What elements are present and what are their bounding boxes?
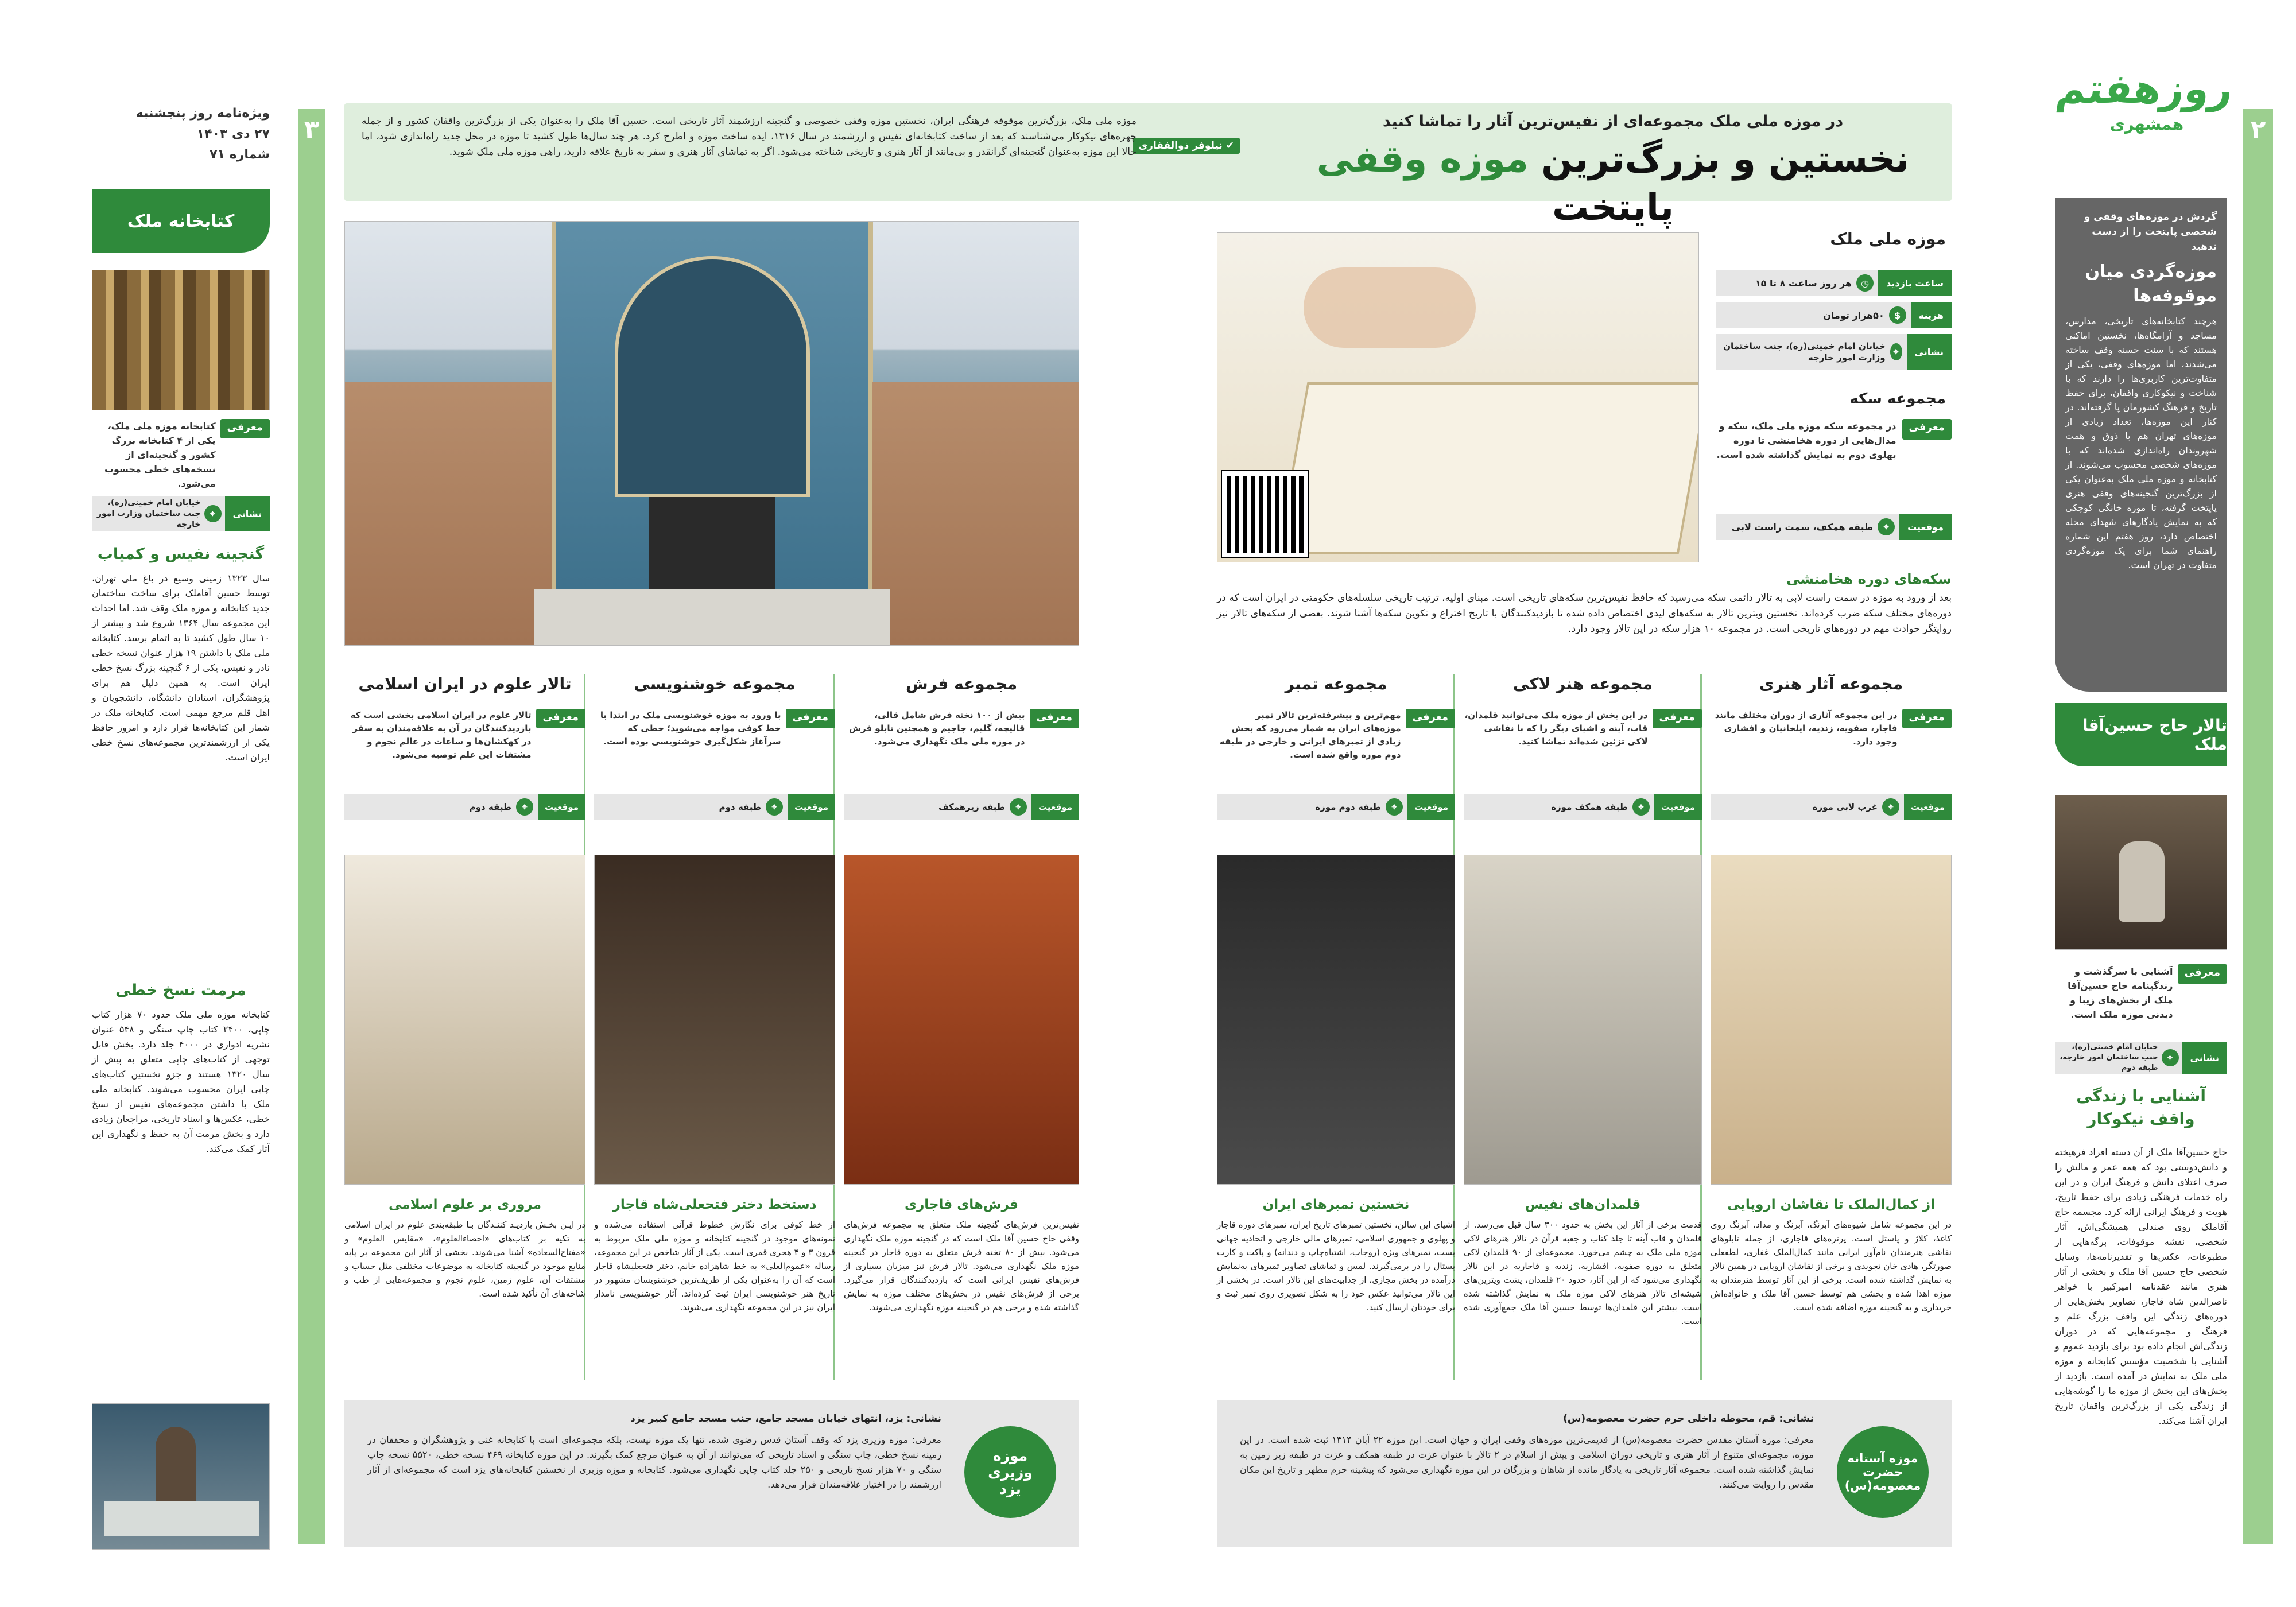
collection-intro-row	[1217, 709, 1455, 789]
clock-icon: ◷	[1856, 274, 1874, 292]
location-pin-icon: ⌖	[204, 505, 222, 522]
qom-address: نشانی: قم، محوطه داخلی حرم حضرت معصومه(س)	[1563, 1413, 1814, 1424]
collection-loc-label: موقعیت	[1904, 794, 1952, 820]
author-name: نیلوفر ذوالفقاری	[1138, 140, 1223, 152]
author-badge	[1133, 138, 1240, 154]
library-address-row	[92, 496, 270, 531]
yazd-badge-text: موزه وزیری یزد	[988, 1447, 1033, 1497]
right-page-number	[2243, 109, 2273, 1544]
yazd-box	[344, 1400, 1079, 1547]
location-pin-icon: ⌖	[1882, 798, 1899, 816]
hall-intro-row	[2055, 964, 2227, 1022]
collection-loc-label: موقعیت	[1031, 794, 1079, 820]
collection-intro-row	[1464, 709, 1702, 789]
money-icon: $	[1889, 306, 1906, 324]
collection-loc-label: موقعیت	[538, 794, 585, 820]
collection-loc-row	[1711, 794, 1952, 820]
collection-loc-row	[344, 794, 585, 820]
cost-value: ۵۰هزار تومان	[1823, 309, 1884, 321]
coin-loc-value: طبقه همکف، سمت راست لابی	[1731, 521, 1874, 533]
collection-intro-text: در این بخش از موزه ملک می‌توانید قلمدان، قاب، آینه و اشیای دیگر را که با نقاشی لاکی تزئین شده‌اند تماشا کنید.	[1464, 710, 1648, 747]
collection-loc-row	[1217, 794, 1455, 820]
hall-intro-label: معرفی	[2178, 964, 2228, 984]
sidebar-intro-text: گردش در موزه‌های وقفی و شخصی پایتخت را از دست ندهید	[2084, 211, 2217, 253]
collection-title: تالار علوم در ایران اسلامی	[358, 674, 572, 693]
collection-column	[1711, 674, 1952, 1380]
collection-intro-label: معرفی	[1030, 709, 1080, 728]
collection-intro-text: با ورود به موزه خوشنویسی ملک در ابتدا با خط کوفی مواجه می‌شوید؛ خطی که سرآغاز شکل‌گیری خوشنویسی بوده است.	[600, 710, 781, 747]
headline-kicker: در موزه ملی ملک مجموعه‌ای از نفیس‌ترین آثار را تماشا کنید	[1382, 112, 1844, 130]
collection-caption: فرش‌های قاجاری	[904, 1197, 1018, 1212]
location-pin-icon: ⌖	[2162, 1049, 2179, 1066]
restore-title: مرمت نسخ خطی	[115, 981, 246, 999]
coin-intro-row	[1716, 419, 1952, 462]
hours-value: هر روز ساعت ۸ تا ۱۵	[1755, 277, 1852, 289]
masthead-logo	[2053, 63, 2236, 149]
collection-loc-row	[844, 794, 1079, 820]
page-number-2: ۲	[2250, 115, 2266, 144]
collection-column	[1464, 674, 1702, 1380]
collection-intro-row	[1711, 709, 1952, 789]
collection-loc-label: موقعیت	[788, 794, 835, 820]
collection-loc-label: موقعیت	[1654, 794, 1702, 820]
issue-line-2: ۲۷ دی ۱۴۰۳	[196, 127, 270, 141]
collection-photo	[1711, 855, 1952, 1185]
collection-loc-value: طبقه زیرهمکف	[938, 802, 1006, 812]
collection-loc-value: طبقه دوم	[469, 802, 512, 812]
achaemenid-title: سکه‌های دوره هخامنشی	[1786, 571, 1952, 587]
headline-title-part3: پایتخت	[1552, 187, 1674, 229]
check-icon: ✔	[1225, 140, 1234, 152]
collection-title: مجموعه آثار هنری	[1759, 674, 1903, 693]
qom-badge-text: موزه آستانه حضرت معصومه(س)	[1844, 1451, 1921, 1493]
hall-address-row	[2055, 1042, 2227, 1074]
hall-intro-text: آشنایی با سرگذشت و زندگینامه حاج حسین‌آقا ملک از بخش‌های زیبا و دیدنی موزه ملک است.	[2068, 966, 2173, 1020]
collection-photo	[344, 855, 585, 1185]
issue-info	[86, 103, 270, 165]
collection-loc-row	[1464, 794, 1702, 820]
collection-column	[594, 674, 835, 1380]
coin-loc-row	[1716, 514, 1952, 540]
collection-body: از خط کوفی برای نگارش خطوط قرآنی استفاده می‌شده و نمونه‌های موجود در گنجینه کتابخانه و موزه ملی ملک مربوط به قرون ۳ و ۴ هجری قمری است. یکی از آثار شاخص در این مجموعه، رساله «عموم‌العلی» به خط شاهزاده خانم، دختر فتحعلیشاه قاجار است که آن را به‌عنوان یکی از ظریف‌ترین خوشنویسان مشهور در تاریخ هنر خوشنویسی ایران ثبت کرده‌اند. آثار خوشنویسی نامدار ایران نیز در این مجموعه نگهداری می‌شوند.	[594, 1220, 835, 1313]
coin-intro-text: در مجموعه سکه موزه ملی ملک، سکه و مدال‌هایی از دوره هخامنشی تا دوره پهلوی دوم به نمایش گذاشته شده است.	[1716, 421, 1896, 460]
museum-info-title: موزه ملی ملک	[1830, 230, 1946, 249]
location-pin-icon: ⌖	[1878, 518, 1895, 535]
sidebar-intro-title: موزه‌گردی میان موقوفه‌ها	[2085, 262, 2217, 306]
collection-title: مجموعه فرش	[905, 674, 1018, 693]
collection-title: مجموعه تمبر	[1285, 674, 1387, 693]
restore-body: کتابخانه موزه ملی ملک حدود ۷۰ هزار کتاب چاپی، ۲۴۰۰ کتاب چاپ سنگی و ۵۴۸ عنوان نشریه ادواری در ۴۰۰۰ جلد دارد. بخش قابل توجهی از کتاب‌های چاپی متعلق به پیش از سال ۱۳۲۰ هستند و جزو نخستین کتاب‌های چاپی ایران محسوب می‌شوند. کتابخانه ملی ملک با داشتن مجموعه‌های نفیس از نسخ خطی، عکس‌ها و اسناد تاریخی، مراجعان زیادی دارد و بخش مرمت آن به حفظ و نگهداری این آثار کمک می‌کند.	[92, 1009, 270, 1154]
hall-address-label: نشانی	[2182, 1042, 2228, 1074]
treasure-title: گنجینه نفیس و کمیاب	[97, 545, 265, 563]
coin-intro-label: معرفی	[1902, 419, 1952, 440]
collection-caption: مروری بر علوم اسلامی	[389, 1197, 541, 1212]
hall-title: تالار حاج حسین‌آقا ملک	[2082, 716, 2227, 754]
achaemenid-section	[1217, 571, 1952, 637]
collection-intro-label: معرفی	[1653, 709, 1702, 728]
issue-line-1: ویژه‌نامه روز پنجشنبه	[135, 106, 270, 121]
treasure-body: سال ۱۳۲۳ زمینی وسیع در باغ ملی تهران، توسط حسین آقاملک برای ساخت ساختمان جدید کتابخانه و موزه ملک وقف شد. اما احداث این مجموعه سال ۱۳۶۴ شروع شد و بیشتر از ۱۰ سال طول کشید تا به اتمام برسد. کتابخانه ملی ملک با داشتن ۱۹ هزار عنوان نسخه خطی نادر و نفیس، یکی از ۶ گنجینه بزرگ نسخ خطی ایران است. به همین دلیل هم برای پژوهشگران، استادان دانشگاه، دانشجویان و اهل قلم مرجع مهمی است. کتابخانه ملک در شمار این کتابخانه‌ها قرار دارد و امروز حافظ یکی از ارزشمندترین مجموعه‌های نسخ خطی ایران است.	[92, 573, 270, 763]
collection-loc-label: موقعیت	[1407, 794, 1455, 820]
location-pin-icon: ⌖	[1386, 798, 1403, 816]
bio-body: حاج حسین‌آقا ملک از آن دسته افراد فرهیخته و دانش‌دوستی بود که همه عمر و مالش را صرف اعتلای دانش و فرهنگ ایران و در این راه خدمات فرهنگی زیادی برای حفظ تاریخ، هویت و فرهنگ ایرانی ارائه کرد. مجسمه حاج آقاملک روی صندلی همیشگی‌اش، آثار شخصی، نقشه موقوفات، برگه‌هایی از مطبوعات، عکس‌ها و تقدیرنامه‌ها، وسایل شخصی حاج حسین آقا ملک و بخشی از آثار هنری مانند عقدنامه امیرکبیر با خواهر ناصرالدین شاه قاجار، تصاویر بخش‌هایی از دوره‌های زندگی این واقف بزرگ علم و فرهنگ و مجموعه‌هایی که در دوران زندگی‌اش انجام داده بود برای بازدید عموم و آشنایی با شخصیت مؤسس کتابخانه و موزه ملی ملک به نمایش در آمده است. بازدید از بخش‌های این بخش از موزه ما را گوشه‌هایی از زندگی یکی از بزرگ‌ترین واقفان تاریخ ایران آشنا می‌کند.	[2055, 1147, 2227, 1426]
qr-code	[1222, 471, 1308, 557]
bio-title: آشنایی با زندگی واقف نیکوکار	[2076, 1086, 2206, 1128]
collection-intro-row	[844, 709, 1079, 789]
collection-intro-text: در این مجموعه آثاری از دوران مختلف مانند قاجار، صفویه، زندیه، ایلخانیان و افشاری وجود دارد.	[1715, 710, 1898, 747]
coin-loc-label: موقعیت	[1899, 514, 1952, 540]
coin-collection-photo	[1217, 232, 1699, 562]
page-number-3: ۳	[304, 115, 320, 144]
collection-column	[844, 674, 1079, 1380]
achaemenid-body: بعد از ورود به موزه در سمت راست لابی به تالار دائمی سکه می‌رسید که حافظ نفیس‌ترین سکه‌های تاریخی است. مبنای اولیه، ترتیب تاریخی سلسله‌های حکومتی در ایران است که در دوره‌های مختلف سکه ضرب کرده‌اند. نخستین ویترین تالار به سکه‌های لیدی اختصاص داده شده تا بازدیدکنندگان با تاریخ اختراع و تکوین سکه‌ها آشنا شوند. بعضی از سکه‌های تالار نیز روایتگر حوادث مهم در دوره‌های تاریخی است. در مجموعه ۱۰ هزار سکه در این تالار وجود دارد.	[1217, 592, 1952, 635]
hall-title-badge	[2055, 703, 2227, 766]
collection-intro-text: مهم‌ترین و پیشرفته‌ترین تالار تمبر موزه‌های ایران به شمار می‌رود که بخش زیادی از تمبرهای ایرانی و خارجی در طبقه دوم موزه واقع شده است.	[1219, 710, 1401, 760]
collection-title: مجموعه خوشنویسی	[634, 674, 796, 693]
location-pin-icon: ⌖	[1632, 798, 1650, 816]
yazd-body: معرفی: موزه وزیری یزد که وقف آستان قدس رضوی شده، تنها یک موزه نیست، بلکه مجموعه‌ای است با کتابخانه غنی و پژوهشگران و محققان در زمینه نسخ خطی، چاپ سنگی و اسناد تاریخی که می‌توانند از آن به‌ عنوان مرجع کمک بگیرند. در این موزه کتابخانه ۴۶۹ نسخه خطی، ۵۵۲۰ نسخه چاپ سنگی و ۷۰ هزار نسخ تاریخی و ۲۵۰ جلد کتاب چاپی نگهداری می‌شود. کتابخانه و موزه وزیری از نخستین کتابخانه‌های یزد است که مجموعه‌ای از آثار ارزشمند را در اختیار علاقه‌مندان قرار می‌دهد.	[367, 1434, 942, 1490]
headline-banner	[344, 103, 1952, 229]
qom-badge	[1837, 1426, 1929, 1518]
qom-body: معرفی: موزه آستان مقدس حضرت معصومه(س) از قدیمی‌ترین موزه‌های وقفی ایران و جهان است. این موزه ۲۲ آبان ۱۳۱۴ ثبت شده است. در این موزه، مجموعه‌ای متنوع از آثار هنری و تاریخی دوران اسلامی و پیش از اسلام در ۲ تالار با عنوان عزت در طبقه همکف و عزت در طبقه زیر زمین به نمایش گذاشته شده است. مجموعه آثار تاریخی به یادگار مانده از شاهان و بزرگان در این موزه نگهداری می‌شود که پیشینه حرم مطهر و تاریخ این مکان مقدس را روایت می‌کنند.	[1240, 1434, 1814, 1490]
headline-lead: موزه ملی ملک، بزرگ‌ترین موقوفه فرهنگی ایران، نخستین موزه وقفی خصوصی و گنجینه ارزشمند آثار تاریخی است. حسین آقا ملک را به‌عنوان یکی از بزرگ‌ترین واقفان کشور و از جمله چهره‌های نیکوکار می‌شناسند که بعد از ساخت کتابخانه‌ای نفیس و ارزشمند در سال ۱۳۱۶، ایده ساخت موزه و اطرح کرد. هر چند سال‌ها طول کشید تا موزه در محل جدید راه‌اندازی شود، اما حالا این موزه به‌عنوان گنجینه‌ای گرانقدر و بی‌مانند از آثار هنری و تاریخی شناخته می‌شود. اگر به تماشای آثار هنری و سفر به تاریخ علاقه دارید، راهی موزه ملی ملک شوید.	[362, 115, 1137, 158]
right-sidebar-intro	[2055, 198, 2227, 692]
qom-box	[1217, 1400, 1952, 1547]
location-pin-icon: ⌖	[1010, 798, 1027, 816]
headline-title-part1: نخستین و بزرگ‌ترین	[1541, 138, 1910, 181]
library-intro-text: کتابخانه موزه ملی ملک، یکی از ۴ کتابخانه بزرگ کشور و گنجینه‌ای از نسخه‌های خطی محسوب می‌شود.	[104, 421, 216, 489]
collection-intro-label: معرفی	[1406, 709, 1456, 728]
logo-subtext: همشهری	[2109, 115, 2184, 134]
hours-row	[1716, 270, 1952, 296]
address-row	[1716, 334, 1952, 370]
collection-loc-value: طبقه همکف موزه	[1551, 802, 1628, 812]
issue-line-3: شماره ۷۱	[210, 147, 270, 162]
collection-intro-label: معرفی	[786, 709, 836, 728]
coin-title: مجموعه سکه	[1849, 390, 1946, 407]
collection-intro-text: تالار علوم در ایران اسلامی بخشی است که بازدیدکنندگان در آن به علاقه‌مندان به سفر در کهکشان‌ها و ساعات در عالم نجوم و مشتقات این علم توصیه می‌شود.	[350, 710, 532, 760]
left-page-number	[298, 109, 325, 1544]
collection-column	[344, 674, 585, 1380]
collection-photo	[1464, 855, 1702, 1185]
collection-loc-value: طبقه دوم	[719, 802, 762, 812]
collection-intro-label: معرفی	[1902, 709, 1952, 728]
cost-row	[1716, 302, 1952, 328]
library-title: کتابخانه ملک	[127, 211, 235, 231]
collection-body: قدمت برخی از آثار این بخش به حدود ۳۰۰ سال قبل می‌رسد. از قلمدان و قاب آینه تا جلد کتاب و جعبه قرآن در تالار هنرهای لاکی موزه ملی ملک به چشم می‌خورد. مجموعه‌ای از ۹۰ قلمدان لاکی متعلق به دوره صفویه، افشاریه، زندیه و قاجاریه در این تالار نگهداری می‌شود که از این آثار، حدود ۲۰ قلمدان، پشت ویترین‌های شیشه‌ای تالار هنرهای لاکی موزه ملک به نمایش گذاشته شده است. بیشتر این قلمدان‌ها توسط حسین آقا ملک جمع‌آوری شده است.	[1464, 1220, 1702, 1326]
collection-loc-value: غرب لابی موزه	[1812, 802, 1878, 812]
yazd-badge	[964, 1426, 1056, 1518]
library-photo	[92, 270, 270, 410]
hall-photo	[2055, 795, 2227, 950]
collection-body: اشیای این سالن، نخستین تمبرهای تاریخ ایران، تمبرهای دوره قاجار و پهلوی و جمهوری اسلامی، تمبرهای مالی خارجی و اتحادیه جهانی پست، تمبرهای ویژه (روجاب، اشتباه‌چاپ و دندانه) و پاکت و کارت پستال را در برمی‌گیرند. لمس و تماشای تصاویر تمبرهای به‌نمایش درآمده در بخش مجازی، از جذابیت‌های این تالار است. در بخشی از این تالار می‌توانید عکس خود را به شکل تصویری روی تمبر ثبت و برای خودتان ارسال کنید.	[1217, 1220, 1455, 1313]
headline-title	[1297, 135, 1929, 232]
logo-text: روزهفتم	[2053, 65, 2236, 112]
sidebar-intro-body: هرچند کتابخانه‌های تاریخی، مدارس، مساجد و آرامگاه‌ها، نخستین اماکنی هستند که با سنت حسنه وقف ساخته می‌شدند، اما موزه‌های وقفی، یکی از متفاوت‌ترین کاربری‌ها را دارند که با شناخت و نیکوکاری واقفان، برای حفظ تاریخ و فرهنگ کشورمان پا گرفته‌اند. در کنار این موزه‌ها، تعداد زیادی از موزه‌های تهران هم با ذوق و همت شهروندان راه‌اندازی شده‌اند که با موزه‌های شخصی محسوب می‌شوند. از کتابخانه و موزه ملی ملک به‌عنوان یکی از بزرگ‌ترین گنجینه‌های وقفی هنری پایتخت گرفته، تا موزه خانگی کوچکی که به نمایش یادگارهای شهدای محله اختصاص دارد، روز هفتم این شماره راهنمای شما برای یک موزه‌گردی متفاوت در تهران است.	[2065, 316, 2217, 570]
library-intro-row	[92, 419, 270, 491]
cost-label: هزینه	[1911, 302, 1952, 328]
collection-loc-value: طبقه دوم موزه	[1315, 802, 1382, 812]
collection-caption: دستخط دختر فتحعلی‌شاه قاجار	[612, 1197, 817, 1212]
headline-title-part2: موزه وقفی	[1316, 138, 1529, 181]
library-address: خیابان امام خمینی(ره)، جنب ساختمان وزارت امور خارجه	[96, 498, 201, 529]
collection-photo	[594, 855, 835, 1185]
location-pin-icon: ⌖	[516, 798, 533, 816]
museum-facade-photo	[344, 221, 1079, 646]
location-pin-icon: ⌖	[1890, 343, 1902, 360]
collection-column	[1217, 674, 1455, 1380]
collection-body: در این مجموعه شامل شیوه‌های آبرنگ، آبرنگ و مداد، آبرنگ روی کاغذ، کلاژ و پاستل است. پرتره‌های قاجاری، از جمله تابلوهای نقاشی هنرمندان نام‌آور ایرانی مانند کمال‌الملک غفاری، لطفعلی صورتگر، هادی خان تجویدی و برخی از نقاشان اروپایی در همین تالار به نمایش گذاشته شده است. برخی از این آثار توسط هنرمندان به موزه اهدا شده و بخشی هم توسط حسین آقا ملک و خانواده‌اش خریداری و به گنجینه موزه اضافه شده است.	[1711, 1220, 1952, 1313]
collection-loc-row	[594, 794, 835, 820]
collection-caption: از کمال‌الملک تا نقاشان اروپایی	[1727, 1197, 1935, 1212]
collection-intro-label: معرفی	[536, 709, 586, 728]
collection-body: نفیس‌ترین فرش‌های گنجینه ملک متعلق به مجموعه فرش‌های وقفی حاج حسین آقا ملک است که در گنجینه موزه ملک نگهداری می‌شود. بیش از ۸۰ تخته فرش متعلق به دوره قاجار در گنجینه موزه ملک نگهداری می‌شود. تالار فرش نیز میزبان بسیاری از فرش‌های نفیس ایرانی است که بازدیدکنندگان قرار می‌گیرد. برخی از فرش‌های نفیس در بخش‌های مختلف موزه به نمایش گذاشته شده و برخی هم در گنجینه موزه نگهداری می‌شوند.	[844, 1220, 1079, 1313]
collection-photo	[1217, 855, 1455, 1185]
hours-label: ساعت بازدید	[1878, 270, 1952, 296]
collection-caption: نخستین تمبرهای ایران	[1262, 1197, 1410, 1212]
address-value: خیابان امام خمینی(ره)، جنب ساختمان وزارت امور خارجه	[1723, 341, 1886, 363]
location-pin-icon: ⌖	[766, 798, 783, 816]
collection-title: مجموعه هنر لاکی	[1512, 674, 1653, 693]
hall-address: خیابان امام خمینی(ره)، جنب ساختمان امور خارجه، طبقه دوم	[2060, 1043, 2158, 1072]
restoration-photo	[92, 1403, 270, 1550]
yazd-address: نشانی: یزد، انتهای خیابان مسجد جامع، جنب مسجد جامع کبیر یزد	[630, 1413, 941, 1424]
collection-photo	[844, 855, 1079, 1185]
library-title-badge	[92, 189, 270, 253]
collection-body: در ایـن بخـش بازدیـد کننـدگان بـا طبقه‌بندی علوم در ایران اسلامی به تکیه بر کتاب‌های «احصاءالعلوم»، «مقایس العلوم» و «مفتاح‌السعاده» آشنا می‌شوند. بخشی از آثار این مجموعه بر پایه منابع موجود در گنجینه کتابخانه به موضوعات مختلفی مثل حساب و مشتقات آن، علوم زمین، علوم نجوم و مجموعه‌هایی از طب و شاخه‌های آن تأکید شده است.	[344, 1220, 585, 1299]
collection-intro-row	[594, 709, 835, 789]
library-intro-label: معرفی	[220, 419, 270, 438]
address-label: نشانی	[1907, 334, 1952, 370]
collection-caption: قلمدان‌های نفیس	[1525, 1197, 1641, 1212]
collection-intro-row	[344, 709, 585, 789]
museum-info-block	[1716, 230, 1952, 551]
library-address-label: نشانی	[225, 496, 270, 531]
collection-intro-text: بیش از ۱۰۰ نخته فرش شامل قالی، قالیچه، گلیم، جاجیم و همچنین تابلو فرش در موزه ملی ملک نگهداری می‌شود.	[849, 710, 1025, 747]
